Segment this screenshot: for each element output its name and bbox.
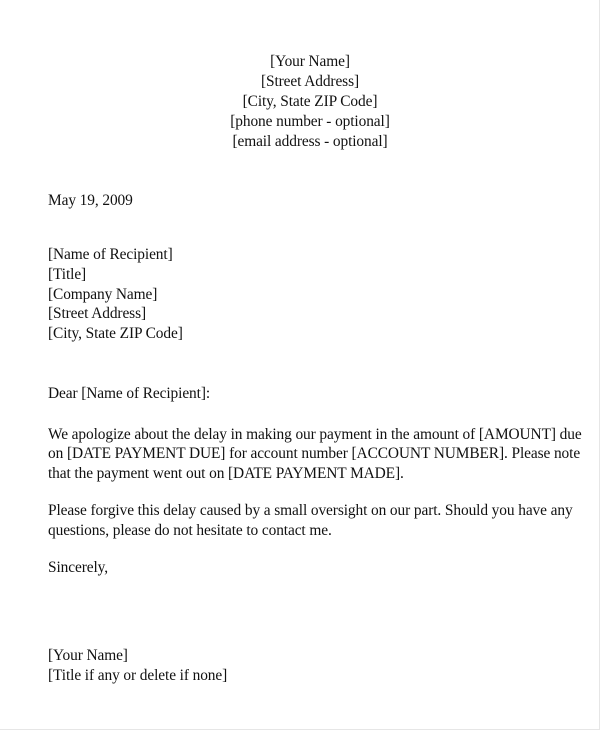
recipient-title: [Title] <box>48 266 87 283</box>
paragraph-line: We apologize about the delay in making our payment in the amount of [AMOUNT] due <box>48 426 582 443</box>
recipient-street: [Street Address] <box>48 305 146 322</box>
closing: Sincerely, <box>48 559 108 576</box>
paragraph-line: that the payment went out on [DATE PAYMENT MADE]. <box>48 465 404 482</box>
sender-street: [Street Address] <box>261 73 359 90</box>
sender-phone: [phone number - optional] <box>230 113 390 130</box>
recipient-city: [City, State ZIP Code] <box>48 325 183 342</box>
sender-email: [email address - optional] <box>232 133 388 150</box>
letter-date: May 19, 2009 <box>48 192 133 209</box>
sender-city: [City, State ZIP Code] <box>242 93 378 110</box>
sender-name: [Your Name] <box>270 53 350 70</box>
signature-name: [Your Name] <box>48 647 128 664</box>
paragraph-line: Please forgive this delay caused by a small oversight on our part. Should you have any <box>48 502 573 519</box>
paragraph-line: on [DATE PAYMENT DUE] for account number [ACCOUNT NUMBER]. Please note <box>48 445 581 462</box>
signature-title: [Title if any or delete if none] <box>48 667 228 684</box>
paragraph-line: questions, please do not hesitate to contact me. <box>48 522 332 539</box>
salutation: Dear [Name of Recipient]: <box>48 385 211 402</box>
recipient-name: [Name of Recipient] <box>48 246 173 263</box>
recipient-company: [Company Name] <box>48 286 158 303</box>
